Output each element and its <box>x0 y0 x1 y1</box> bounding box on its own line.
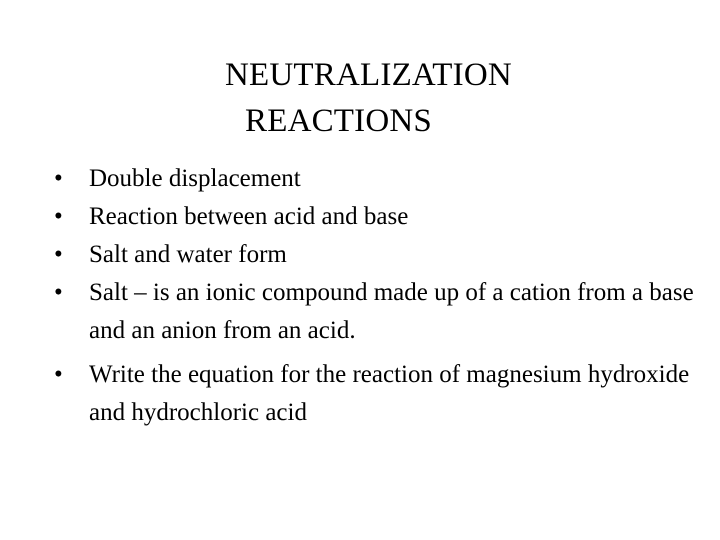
bullet-icon: • <box>54 279 63 306</box>
slide-title-line-2: REACTIONS <box>245 103 432 139</box>
bullet-item-acid-base <box>54 198 704 236</box>
bullet-item-write-equation <box>54 356 704 432</box>
bullet-item-salt-definition <box>54 274 704 350</box>
bullet-icon: • <box>54 203 63 230</box>
bullet-item-double-displacement <box>54 160 704 198</box>
bullet-icon: • <box>54 361 63 388</box>
bullet-icon: • <box>54 241 63 268</box>
bullet-text: Reaction between acid and base <box>89 203 409 230</box>
slide-title-line-1: NEUTRALIZATION <box>225 57 512 93</box>
bullet-text: Double displacement <box>89 165 301 192</box>
bullet-text: Salt and water form <box>89 241 287 268</box>
bullet-text: Salt – is an ionic compound made up of a cation from a base and an anion from an acid. <box>89 279 694 344</box>
bullet-text: Write the equation for the reaction of magnesium hydroxide and hydrochloric acid <box>89 361 690 426</box>
bullet-list <box>54 160 704 432</box>
slide-title <box>0 52 720 144</box>
bullet-icon: • <box>54 165 63 192</box>
bullet-item-salt-water <box>54 236 704 274</box>
